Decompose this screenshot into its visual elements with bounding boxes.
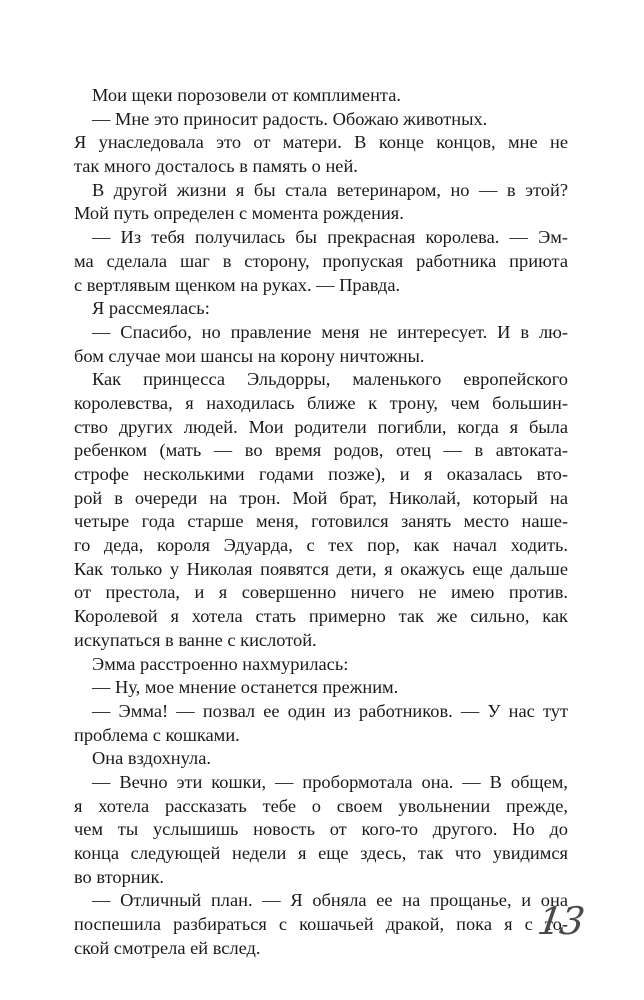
text-line: от престола, и я совершенно ничего не имею против.: [74, 582, 568, 603]
body-text: [74, 84, 568, 960]
text-line: искупаться в ванне с кислотой.: [74, 629, 317, 650]
text-line: Королевой я хотела стать примерно так же сильно, как: [74, 606, 568, 627]
text-line: во вторник.: [74, 866, 164, 887]
text-line: В другой жизни я бы стала ветеринаром, но — в этой?: [92, 179, 568, 200]
text-line: Мой путь определен с момента рождения.: [74, 203, 404, 224]
text-line: Я рассмеялась:: [92, 298, 210, 319]
text-line: рой в очереди на трон. Мой брат, Николай, который на: [74, 487, 568, 508]
text-line: Мои щеки порозовели от комплимента.: [92, 85, 401, 105]
text-line: конца следующей недели я еще здесь, так что увидимся: [74, 843, 568, 863]
text-line: Она вздохнула.: [92, 748, 211, 769]
text-line: — Из тебя получилась бы прекрасная королева. — Эм-: [92, 227, 568, 248]
text-line: проблема с кошками.: [74, 724, 240, 745]
text-line: — Ну, мое мнение останется прежним.: [92, 677, 399, 698]
text-line: Эмма расстроенно нахмурилась:: [92, 653, 349, 674]
text-line: Как принцесса Эльдорры, маленького европейского: [92, 369, 568, 390]
text-line: — Спасибо, но правление меня не интересует. И в лю-: [92, 321, 568, 342]
text-line: ребенком (мать — во время родов, отец — в автоката-: [74, 440, 568, 461]
text-line: королевства, я находилась ближе к трону, чем большин-: [74, 392, 568, 413]
text-line: так много досталось в память о ней.: [74, 156, 358, 177]
text-line: бом случае мои шансы на корону ничтожны.: [74, 345, 425, 366]
text-line: Как только у Николая появятся дети, я окажусь еще дальше: [74, 558, 568, 579]
text-line: четыре года старше меня, готовился занять место наше-: [74, 511, 568, 532]
text-line: ма сделала шаг в сторону, пропуская работника приюта: [74, 250, 568, 271]
text-line: Я унаследовала это от матери. В конце концов, мне не: [74, 132, 568, 153]
text-line: — Вечно эти кошки, — пробормотала она. — В общем,: [92, 771, 568, 792]
text-line: — Эмма! — позвал ее один из работников. — У нас тут: [92, 700, 568, 721]
text-line: го деда, короля Эдуарда, с тех пор, как начал ходить.: [74, 535, 568, 556]
page-number: 13: [534, 899, 586, 943]
text-line: ской смотрела ей вслед.: [74, 937, 261, 958]
text-line: поспешила разбираться с кошачьей дракой, пока я с то-: [74, 914, 568, 935]
text-line: строфе несколькими годами позже), и я оказалась вто-: [74, 464, 568, 484]
text-line: с вертлявым щенком на руках. — Правда.: [74, 274, 401, 295]
text-line: я хотела рассказать тебе о своем увольнении прежде,: [74, 795, 568, 816]
text-line: чем ты услышишь новость от кого-то другого. Но до: [74, 819, 568, 840]
text-line: — Отличный план. — Я обняла ее на прощанье, и она: [92, 890, 568, 911]
text-line: — Мне это приносит радость. Обожаю животных.: [92, 108, 488, 129]
text-line: ство других людей. Мои родители погибли, когда я была: [74, 416, 568, 437]
